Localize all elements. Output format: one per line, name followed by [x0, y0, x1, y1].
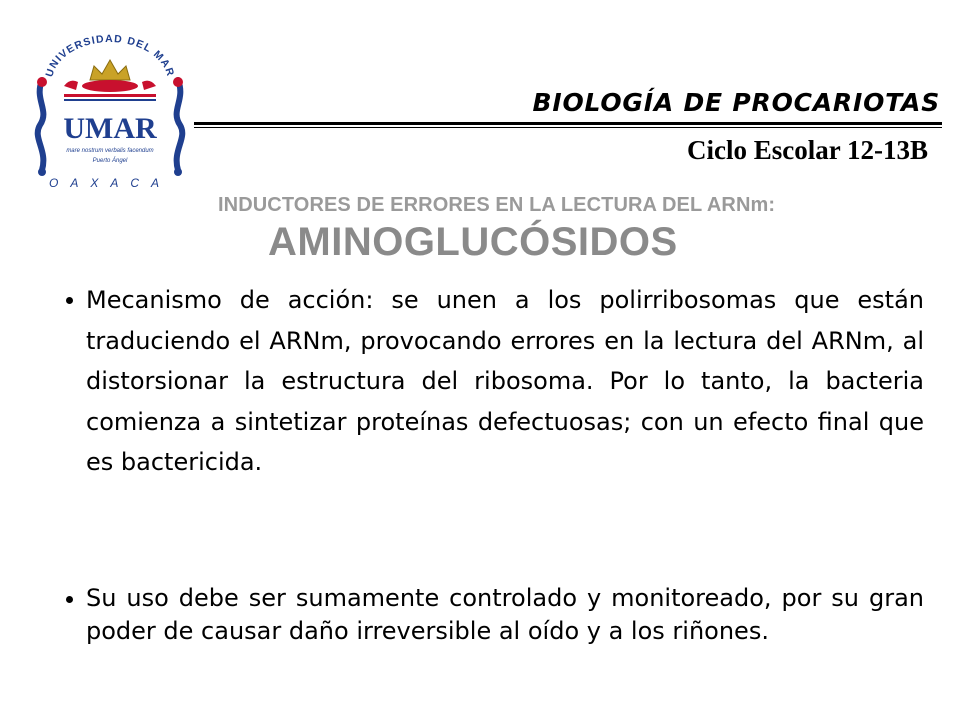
slide-heading: AMINOGLUCÓSIDOS [268, 220, 678, 264]
header-divider [194, 122, 942, 125]
logo-city: Puerto Ángel [92, 158, 128, 164]
course-title: BIOLOGÍA DE PROCARIOTAS [532, 88, 940, 117]
slide-subtitle: INDUCTORES DE ERRORES EN LA LECTURA DEL ARNm: [218, 194, 776, 216]
header-divider-thin [194, 127, 942, 128]
university-logo [30, 20, 190, 192]
university-seal-icon [30, 20, 190, 192]
bullet-item [66, 280, 924, 483]
bullet-text: Mecanismo de acción: se unen a los polirribosomas que están traduciendo el ARNm, provocando errores en la lectura del ARNm, al distorsionar la estructura del ribosoma. Por lo tanto, la bacteria comienza a sintetizar proteínas defectuosas; con un efecto final que es bactericida. [86, 286, 924, 476]
school-cycle: Ciclo Escolar 12-13B [687, 135, 928, 165]
logo-monogram: UMAR [63, 112, 157, 145]
logo-ring-text: UNIVERSIDAD DEL MAR [43, 32, 177, 79]
bullet-list [66, 582, 924, 648]
bullet-item [66, 582, 924, 648]
bullet-list [66, 280, 924, 483]
bullet-icon [66, 297, 73, 304]
bullet-icon [66, 596, 73, 603]
bullet-text: Su uso debe ser sumamente controlado y monitoreado, por su gran poder de causar daño irreversible al oído y a los riñones. [86, 584, 924, 645]
logo-motto: mare nostrum verbalis facendum [66, 148, 154, 154]
logo-state: OAXACA [48, 176, 172, 190]
